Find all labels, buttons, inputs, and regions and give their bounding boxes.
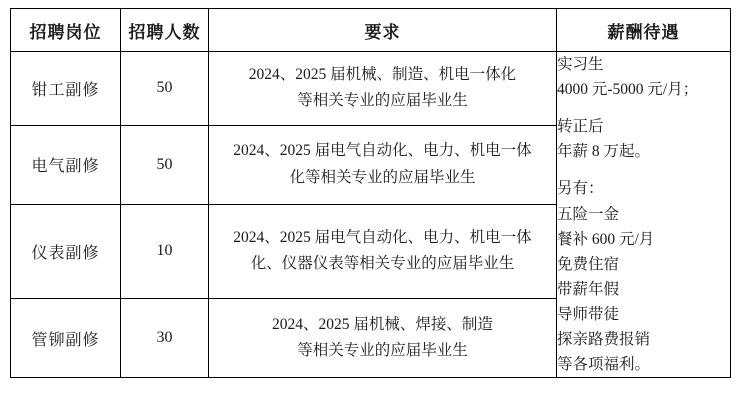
requirement-line: 等相关专业的应届毕业生: [297, 92, 468, 110]
recruitment-table: [10, 8, 731, 378]
salary-line: 转正后: [557, 118, 604, 136]
table-header: [11, 9, 731, 52]
cell-post: 仪表副修: [11, 205, 121, 299]
table-row: [11, 52, 731, 126]
requirement-line: 2024、2025 届机械、制造、机电一体化: [248, 65, 517, 83]
salary-spacer: [557, 102, 730, 114]
cell-count: 50: [121, 125, 209, 205]
requirement-line: 化、仪器仪表等相关专业的应届毕业生: [250, 255, 515, 273]
cell-count: 30: [121, 298, 209, 378]
cell-requirement: [209, 125, 557, 205]
requirement-line: 2024、2025 届电气自动化、电力、机电一体: [233, 142, 532, 160]
salary-line: 探亲路费报销: [557, 331, 651, 349]
cell-post: 电气副修: [11, 125, 121, 205]
salary-line: 实习生: [557, 56, 604, 73]
column-header-post: 招聘岗位: [11, 9, 121, 52]
cell-post: 钳工副修: [11, 52, 121, 126]
cell-post: 管铆副修: [11, 298, 121, 378]
salary-group-regular: [557, 114, 730, 164]
cell-salary: [557, 52, 731, 378]
cell-requirement: [209, 52, 557, 126]
salary-line: 4000 元-5000 元/月；: [557, 81, 699, 99]
salary-line: 年薪 8 万起。: [557, 143, 651, 161]
column-header-count: 招聘人数: [121, 9, 209, 52]
requirement-line: 等相关专业的应届毕业生: [297, 342, 468, 360]
salary-line: 等各项福利。: [557, 356, 651, 374]
salary-line: 餐补 600 元/月: [557, 230, 655, 248]
cell-requirement: [209, 298, 557, 378]
requirement-line: 化等相关专业的应届毕业生: [289, 168, 476, 186]
requirement-line: 2024、2025 届电气自动化、电力、机电一体: [233, 229, 532, 247]
salary-group-benefits: [557, 176, 730, 377]
salary-line: 免费住宿: [557, 255, 620, 273]
salary-line: 五险一金: [557, 205, 620, 223]
table-body: [11, 52, 731, 378]
cell-requirement: [209, 205, 557, 299]
column-header-salary: 薪酬待遇: [557, 9, 731, 52]
salary-group-intern: [557, 52, 730, 102]
salary-spacer: [557, 164, 730, 176]
column-header-requirement: 要求: [209, 9, 557, 52]
cell-count: 10: [121, 205, 209, 299]
salary-line: 带薪年假: [557, 280, 620, 298]
table-header-row: [11, 9, 731, 52]
salary-line: 导师带徒: [557, 305, 620, 323]
requirement-line: 2024、2025 届机械、焊接、制造: [272, 315, 493, 333]
cell-count: 50: [121, 52, 209, 126]
salary-line: 另有：: [557, 180, 604, 198]
